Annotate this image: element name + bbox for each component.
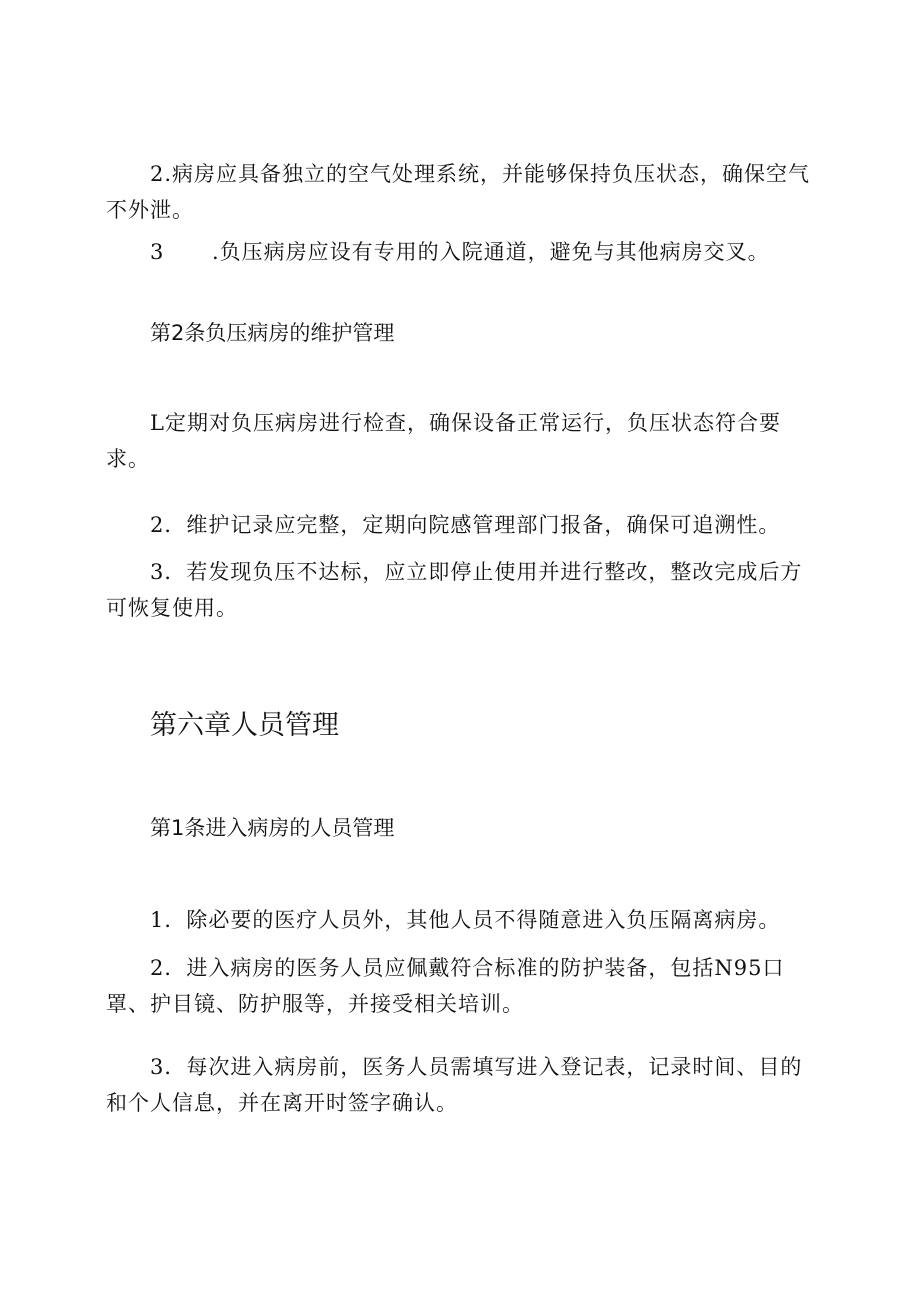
- article-2-item-1: L定期对负压病房进行检查，确保设备正常运行，负压状态符合要求。: [106, 411, 781, 471]
- article-1-item-2: 2．进入病房的医务人员应佩戴符合标准的防护装备，包括N95口罩、护目镜、防护服等，并接受相关培训。: [106, 956, 785, 1016]
- section1-item-3: [106, 234, 816, 270]
- chapter-6-heading: 第六章人员管理: [150, 710, 339, 741]
- section1-item-3-text: .负压病房应设有专用的入院通道，避免与其他病房交叉。: [212, 240, 770, 264]
- article-1-item-1: 1．除必要的医疗人员外，其他人员不得随意进入负压隔离病房。: [150, 908, 781, 932]
- article-2-item-3: 3．若发现负压不达标，应立即停止使用并进行整改，整改完成后方可恢复使用。: [106, 560, 803, 620]
- section1-item-2: 2.病房应具备独立的空气处理系统，并能够保持负压状态，确保空气不外泄。: [106, 162, 811, 222]
- section1-item-3-number: 3: [150, 240, 165, 264]
- article-1-heading: 第1条进入病房的人员管理: [150, 816, 395, 840]
- article-2-heading: 第2条负压病房的维护管理: [150, 321, 395, 345]
- article-1-item-3: 3．每次进入病房前，医务人员需填写进入登记表，记录时间、目的和个人信息，并在离开时签字确认。: [106, 1055, 803, 1115]
- article-2-item-2: 2．维护记录应完整，定期向院感管理部门报备，确保可追溯性。: [150, 513, 781, 537]
